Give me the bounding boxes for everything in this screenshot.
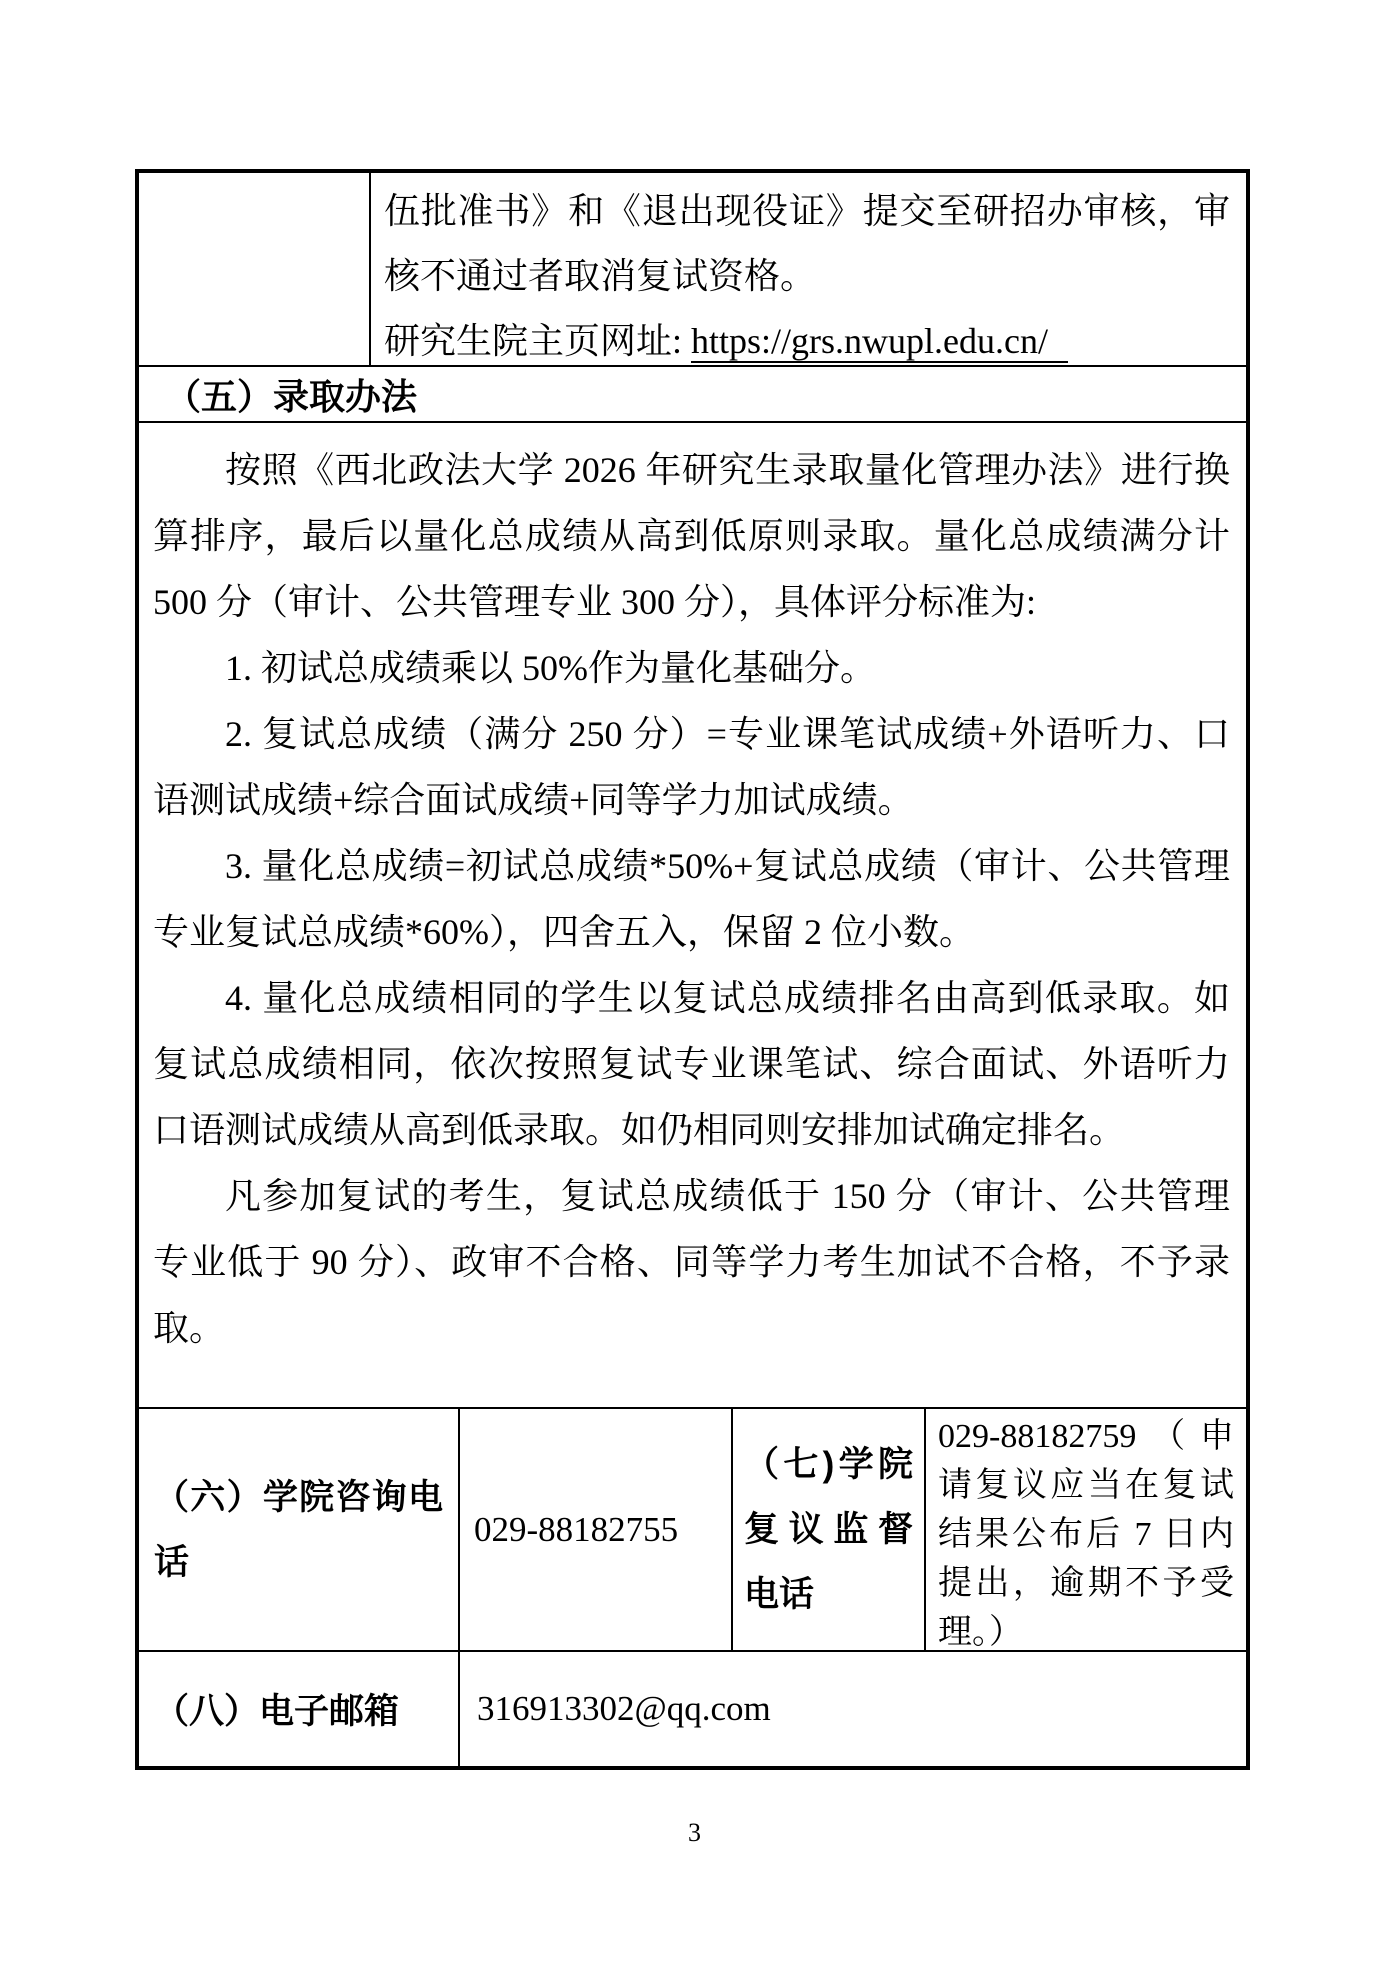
review-phone-note-cell: 029-88182759（申请复议应当在复试结果公布后 7 日内提出，逾期不予受理。） (924, 1409, 1246, 1650)
homepage-label: 研究生院主页网址: (384, 321, 692, 361)
continuation-text: 伍批准书》和《退出现役证》提交至研招办审核，审核不通过者取消复试资格。 (384, 191, 1230, 296)
continuation-empty-label-cell (139, 173, 369, 365)
paragraph: 2. 复试总成绩（满分 250 分）=专业课笔试成绩+外语听力、口语测试成绩+综合面试成绩+同等学力加试成绩。 (153, 714, 1230, 820)
email-label: （八）电子邮箱 (154, 1692, 400, 1731)
consult-phone-value: 029-88182755 (474, 1509, 679, 1549)
admission-info-table (135, 169, 1250, 1770)
paragraph: 1. 初试总成绩乘以 50%作为量化基础分。 (225, 648, 876, 688)
email-value: 316913302@qq.com (477, 1689, 771, 1728)
paragraph: 3. 量化总成绩=初试总成绩*50%+复试总成绩（审计、公共管理专业复试总成绩*60%），四舍五入，保留 2 位小数。 (153, 846, 1230, 952)
section5-body-cell (139, 423, 1246, 1407)
section5-body-row (139, 421, 1246, 1407)
email-row (139, 1650, 1246, 1766)
continuation-row (139, 173, 1246, 365)
phone-contacts-row (139, 1407, 1246, 1650)
consult-phone-label-cell (139, 1409, 458, 1650)
consult-phone-value-cell (458, 1409, 731, 1650)
continuation-text-cell (369, 173, 1246, 365)
review-phone-label: （七)学院复议监督电话 (744, 1445, 913, 1614)
consult-phone-label: （六）学院咨询电话 (154, 1477, 443, 1582)
email-value-cell (458, 1652, 1246, 1766)
paragraph: 凡参加复试的考生，复试总成绩低于 150 分（审计、公共管理专业低于 90 分）、政审不合格、同等学力考生加试不合格，不予录取。 (153, 1176, 1230, 1348)
homepage-line (384, 309, 1230, 365)
homepage-url-link[interactable]: https://grs.nwupl.edu.cn/ (691, 321, 1068, 363)
section5-header-cell (139, 367, 1246, 421)
paragraph: 按照《西北政法大学 2026 年研究生录取量化管理办法》进行换算排序，最后以量化总成绩从高到低原则录取。量化总成绩满分计 500 分（审计、公共管理专业 300 分），具体评分标准为: (153, 450, 1230, 622)
section5-title: （五）录取办法 (165, 375, 418, 417)
paragraph: 4. 量化总成绩相同的学生以复试总成绩排名由高到低录取。如复试总成绩相同，依次按照复试专业课笔试、综合面试、外语听力口语测试成绩从高到低录取。如仍相同则安排加试确定排名。 (153, 978, 1230, 1150)
section5-header-row (139, 365, 1246, 421)
email-label-cell (139, 1652, 458, 1766)
review-phone-label-cell (731, 1409, 924, 1650)
page-number: 3 (688, 1818, 701, 1847)
